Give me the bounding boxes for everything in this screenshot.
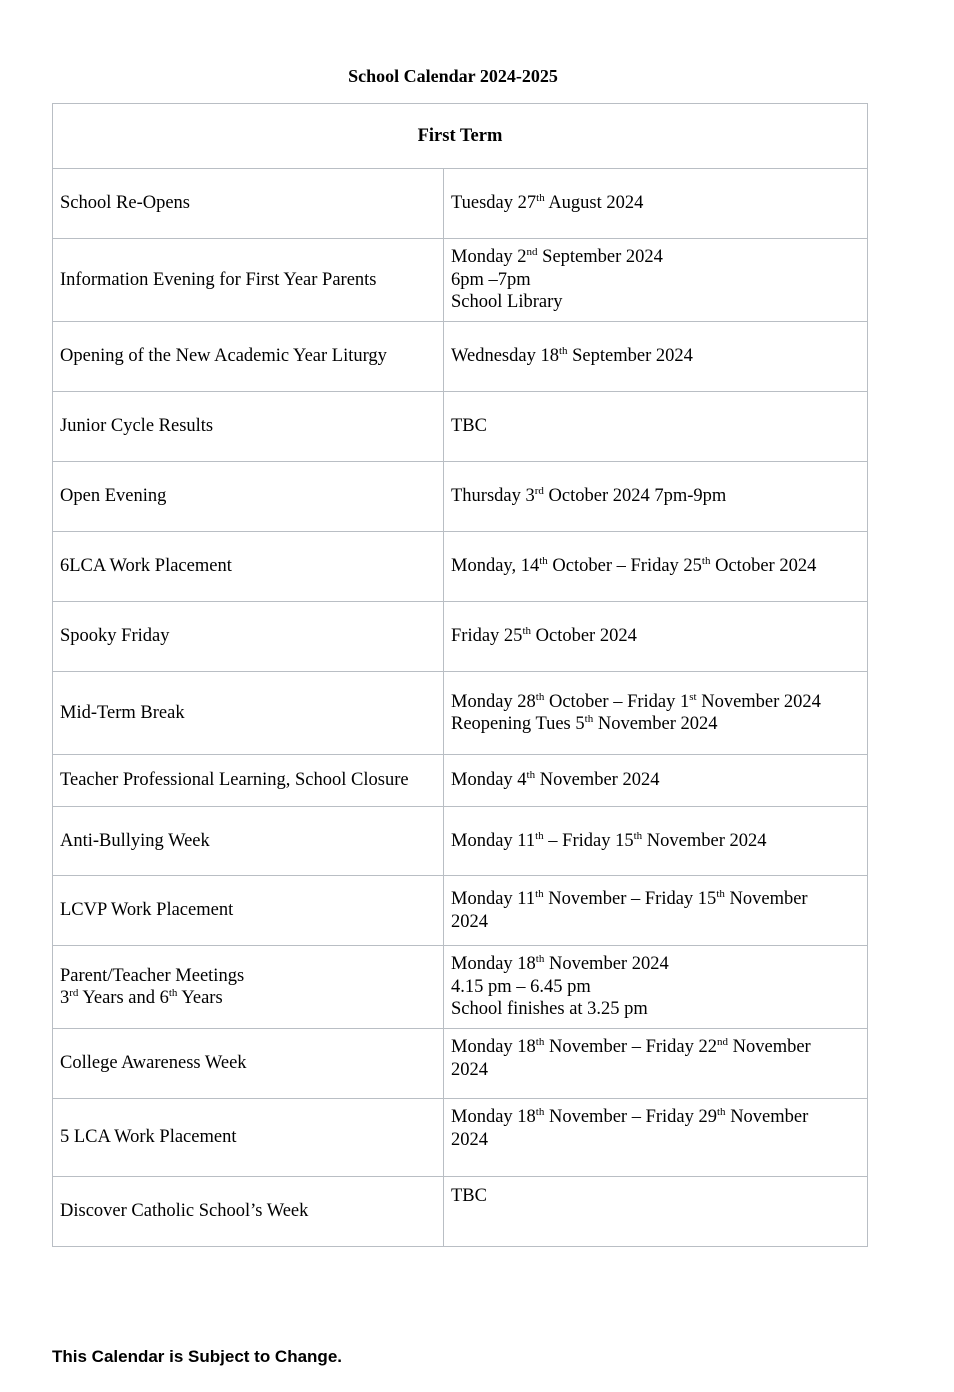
event-cell: Anti-Bullying Week [53,807,444,876]
calendar-table [52,103,868,1247]
table-row [53,876,868,946]
date-cell: Thursday 3rd October 2024 7pm-9pm [444,462,868,532]
table-row [53,169,868,239]
table-row [53,462,868,532]
date-cell: Monday 18th November – Friday 29th November 2024 [444,1099,868,1177]
event-cell: Teacher Professional Learning, School Closure [53,755,444,807]
table-row [53,239,868,322]
term-heading: First Term [53,104,868,169]
page-title: School Calendar 2024-2025 [348,66,558,86]
table-row [53,602,868,672]
term-header-row [53,104,868,169]
table-row [53,1029,868,1099]
event-cell: Opening of the New Academic Year Liturgy [53,322,444,392]
date-cell: Monday 2nd September 2024 6pm –7pm School Library [444,239,868,322]
event-cell: LCVP Work Placement [53,876,444,946]
date-cell: Tuesday 27th August 2024 [444,169,868,239]
event-cell: College Awareness Week [53,1029,444,1099]
table-row [53,946,868,1029]
event-cell: Discover Catholic School’s Week [53,1177,444,1247]
event-cell: Open Evening [53,462,444,532]
table-row [53,322,868,392]
date-cell: TBC [444,392,868,462]
event-cell: 6LCA Work Placement [53,532,444,602]
table-row [53,755,868,807]
table-row [53,672,868,755]
event-cell: Mid-Term Break [53,672,444,755]
date-cell: Monday 28th October – Friday 1st November 2024 Reopening Tues 5th November 2024 [444,672,868,755]
table-row [53,1099,868,1177]
event-cell: Information Evening for First Year Parents [53,239,444,322]
table-row [53,807,868,876]
disclaimer-note: This Calendar is Subject to Change. [52,1347,342,1366]
date-cell: Monday 11th – Friday 15th November 2024 [444,807,868,876]
date-cell: TBC [444,1177,868,1247]
event-cell: Junior Cycle Results [53,392,444,462]
date-cell: Monday 18th November – Friday 22nd November 2024 [444,1029,868,1099]
date-cell: Wednesday 18th September 2024 [444,322,868,392]
event-cell: School Re-Opens [53,169,444,239]
event-cell: 5 LCA Work Placement [53,1099,444,1177]
table-row [53,1177,868,1247]
date-cell: Monday, 14th October – Friday 25th October 2024 [444,532,868,602]
date-cell: Friday 25th October 2024 [444,602,868,672]
event-cell: Spooky Friday [53,602,444,672]
table-row [53,392,868,462]
date-cell: Monday 11th November – Friday 15th November 2024 [444,876,868,946]
date-cell: Monday 18th November 2024 4.15 pm – 6.45 pm School finishes at 3.25 pm [444,946,868,1029]
date-cell: Monday 4th November 2024 [444,755,868,807]
event-cell: Parent/Teacher Meetings 3rd Years and 6th Years [53,946,444,1029]
table-row [53,532,868,602]
